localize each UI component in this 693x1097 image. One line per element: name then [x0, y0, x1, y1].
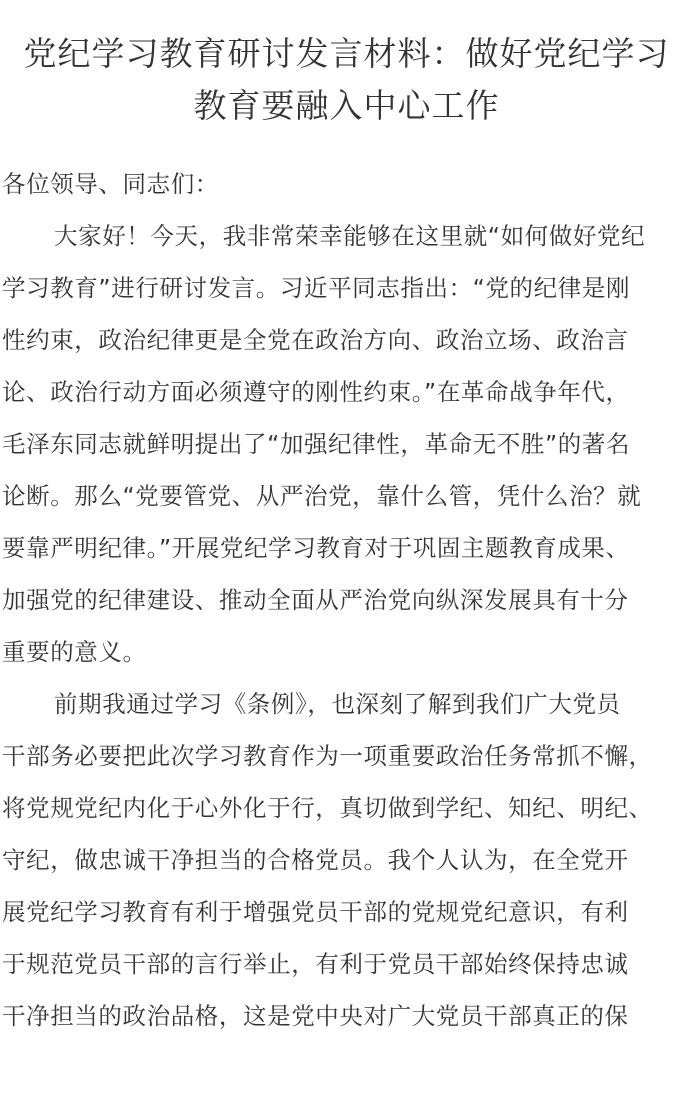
paragraph-line: 学习教育”进行研讨发言。习近平同志指出：“党的纪律是刚 [2, 274, 631, 302]
document-body [2, 158, 691, 1042]
paragraph-line: 展党纪学习教育有利于增强党员干部的党规党纪意识，有利 [2, 898, 629, 926]
greeting: 各位领导、同志们： [2, 170, 219, 198]
title-line: 党纪学习教育研讨发言材料：做好党纪学习 [23, 34, 670, 73]
paragraph-line: 干净担当的政治品格，这是党中央对广大党员干部真正的保 [2, 1002, 629, 1030]
paragraph-line: 干部务必要把此次学习教育作为一项重要政治任务常抓不懈， [2, 742, 653, 770]
paragraph-line: 要靠严明纪律。”开展党纪学习教育对于巩固主题教育成果、 [2, 534, 630, 562]
paragraph-line: 性约束，政治纪律更是全党在政治方向、政治立场、政治言 [2, 326, 629, 354]
title-line: 教育要融入中心工作 [193, 86, 500, 125]
paragraph-line: 将党规党纪内化于心外化于行，真切做到学纪、知纪、明纪、 [2, 794, 653, 822]
paragraph-line: 重要的意义。 [2, 638, 147, 666]
paragraph-line: 论、政治行动方面必须遵守的刚性约束。”在革命战争年代， [2, 378, 630, 406]
paragraph-line: 于规范党员干部的言行举止，有利于党员干部始终保持忠诚 [2, 950, 629, 978]
paragraph-line: 守纪，做忠诚干净担当的合格党员。我个人认为，在全党开 [2, 846, 629, 874]
paragraph-line: 加强党的纪律建设、推动全面从严治党向纵深发展具有十分 [2, 586, 629, 614]
paragraph-line: 毛泽东同志就鲜明提出了“加强纪律性，革命无不胜”的著名 [2, 430, 631, 458]
document-title [0, 28, 693, 132]
paragraph-line: 论断。那么“党要管党、从严治党，靠什么管，凭什么治？就 [2, 482, 642, 510]
paragraph-line: 大家好！今天，我非常荣幸能够在这里就“如何做好党纪 [54, 222, 646, 250]
paragraph-line: 前期我通过学习《条例》，也深刻了解到我们广大党员 [54, 690, 621, 718]
